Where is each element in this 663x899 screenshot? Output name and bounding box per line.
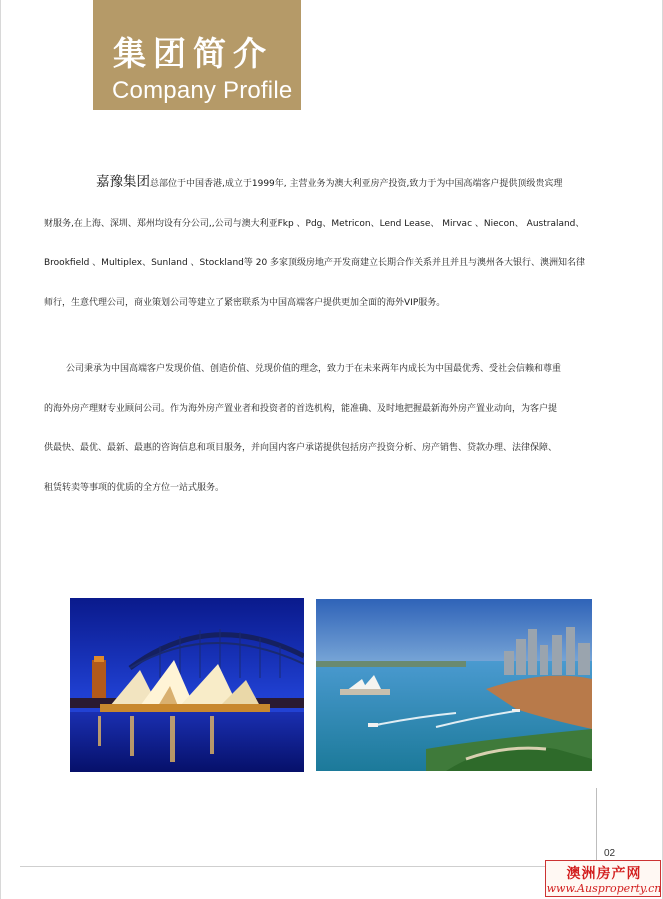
intro-paragraph-1 bbox=[44, 163, 634, 323]
para1-line-1 bbox=[44, 163, 634, 205]
para2-line-1 bbox=[44, 350, 634, 390]
sydney-harbour-aerial-photo bbox=[316, 599, 592, 771]
intro-paragraph-2 bbox=[44, 350, 634, 508]
para1-line-4: 师行，生意代理公司，商业策划公司等建立了紧密联系为中国高端客户提供更加全面的海外VIP服务。 bbox=[44, 297, 446, 308]
para1-line-1-text: 总部位于中国香港,成立于1999年, 主营业务为澳大利亚房产投资,致力于为中国高端客户提供顶级贵宾理 bbox=[150, 179, 563, 189]
footer-horizontal-rule bbox=[20, 866, 596, 867]
opera-house-night-photo bbox=[70, 598, 304, 772]
page-number: 02 bbox=[604, 848, 616, 859]
para1-line-3: Brookfield 、Multiplex、Sunland 、Stockland等 20 多家顶级房地产开发商建立长期合作关系并且并且与澳州各大银行、澳洲知名律 bbox=[44, 258, 586, 268]
watermark-url: www.Ausproperty.cn bbox=[546, 882, 662, 895]
title-chinese: 集团简介 bbox=[113, 34, 273, 73]
para2-line-1-text: 公司秉承为中国高端客户发现价值、创造价值、兑现价值的理念，致力于在未来两年内成长为中国最优秀、受社会信赖和尊重 bbox=[66, 364, 562, 374]
title-block bbox=[93, 0, 301, 110]
para1-line-2: 财服务,在上海、深圳、郑州均设有分公司,,公司与澳大利亚Fkp 、Pdg、Metricon、Lend Lease、 Mirvac 、Niecon、 Australand、 bbox=[44, 218, 585, 229]
para2-line-3: 供最快、最优、最新、最惠的咨询信息和项目服务，并向国内客户承诺提供包括房产投资分析、房产销售、贷款办理、法律保障、 bbox=[44, 443, 558, 453]
title-english: Company Profile bbox=[112, 77, 293, 104]
para2-line-2: 的海外房产理财专业顾问公司。作为海外房产置业者和投资者的首选机构，能准确、及时地把握最新海外房产置业动向，为客户提 bbox=[44, 403, 558, 414]
company-name: 嘉豫集团 bbox=[96, 174, 150, 190]
page-border-left bbox=[0, 0, 1, 899]
watermark-name: 澳洲房产网 bbox=[566, 866, 642, 882]
site-watermark bbox=[545, 860, 661, 897]
footer-vertical-rule bbox=[596, 788, 597, 868]
para2-line-4: 租赁转卖等事项的优质的全方位一站式服务。 bbox=[44, 482, 225, 493]
